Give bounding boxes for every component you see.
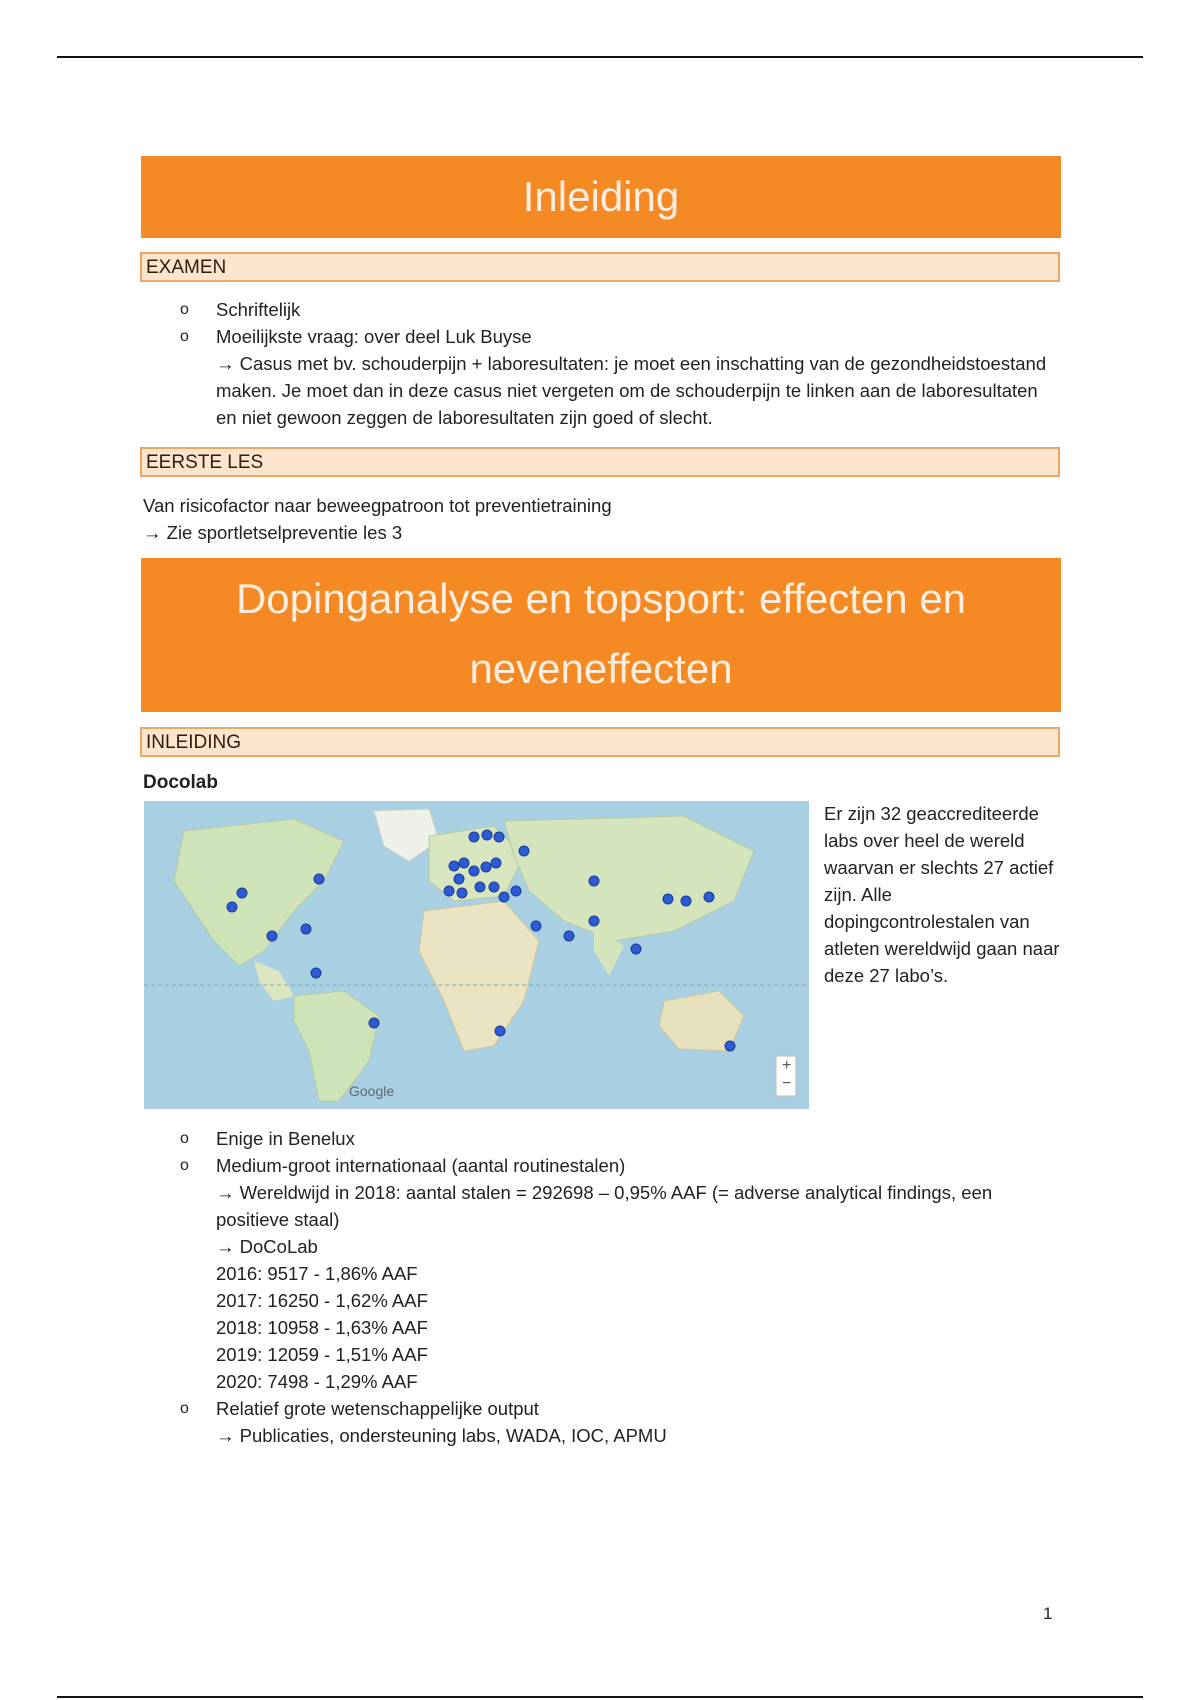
right-arrow-icon: → [216,353,235,374]
right-arrow-icon: → [216,1425,235,1446]
right-arrow-icon: → [216,1236,235,1257]
right-arrow-icon: → [216,1182,235,1203]
list-subtext: → DoCoLab [216,1236,318,1257]
docolab-side-text: Er zijn 32 geaccrediteerde labs over heel de wereld waarvan er slechts 27 actief zijn. Alle dopingcontrolestalen van atleten wereldwijd gaan naar deze 27 labo’s. [824,803,1060,986]
eerste-les-text: Van risicofactor naar beweegpatroon tot preventietraining → Zie sportletselpreventie les 3 [143,495,612,543]
circle-bullet-icon: o [180,1130,189,1147]
docolab-heading: Docolab [143,772,218,793]
list-item: o Moeilijkste vraag: over deel Luk Buyse → Casus met bv. schouderpijn + laboresultaten: je moet een inschatting van de gezondheidstoestand maken. Je moet dan in deze casus niet vergeten om de schouderpijn te linken aan de laboresultaten en niet gewoon zeggen de laboresultaten zijn goed of slecht. [180,323,1060,431]
right-arrow-icon: → [143,522,162,543]
section-examen: EXAMEN [140,252,1060,282]
circle-bullet-icon: o [180,1400,189,1417]
list-item: o Enige in Benelux [180,1125,1060,1152]
world-map [144,801,809,1109]
google-logo: Google [349,1083,395,1099]
stat-line: 2016: 9517 - 1,86% AAF [216,1263,418,1284]
list-item: o Schriftelijk [180,296,1060,323]
zoom-in-button[interactable]: + [782,1057,792,1074]
list-item: o Medium-groot internationaal (aantal routinestalen) → Wereldwijd in 2018: aantal stalen = 292698 – 0,95% AAF (= adverse analytical findings, een positieve staal) → DoCoLab 2016: 9517 - 1,86% AAF 2017: 16250 - 1,62% AAF 2018: 10958 - 1,63% AAF 2019: 12059 - 1,51% AAF 2020: 7498 - 1,29% AAF [180,1152,1060,1395]
circle-bullet-icon: o [180,1157,189,1174]
stat-line: 2018: 10958 - 1,63% AAF [216,1317,428,1338]
stat-line: 2019: 12059 - 1,51% AAF [216,1344,428,1365]
circle-bullet-icon: o [180,328,189,345]
section-inleiding: INLEIDING [140,727,1060,757]
world-map-graphic [144,801,809,1109]
banner-dopinganalyse: Dopinganalyse en topsport: effecten en neveneffecten [141,558,1061,712]
page-number: 1 [1043,1604,1053,1623]
docolab-list [180,1125,1060,1449]
circle-bullet-icon: o [180,301,189,318]
bottom-rule [57,1696,1143,1698]
stat-line: 2017: 16250 - 1,62% AAF [216,1290,428,1311]
examen-list [180,296,1060,431]
top-rule [57,56,1143,58]
banner-inleiding: Inleiding [141,156,1061,238]
list-subtext: → Casus met bv. schouderpijn + laboresultaten: je moet een inschatting van de gezondheidstoestand maken. Je moet dan in deze casus niet vergeten om de schouderpijn te linken aan de laboresultaten en niet gewoon zeggen de laboresultaten zijn goed of slecht. [216,353,1047,428]
zoom-out-button[interactable]: − [782,1075,792,1092]
stat-line: 2020: 7498 - 1,29% AAF [216,1371,418,1392]
section-eerste-les: EERSTE LES [140,447,1060,477]
list-subtext: → Wereldwijd in 2018: aantal stalen = 292698 – 0,95% AAF (= adverse analytical findings, een positieve staal) [216,1182,993,1230]
list-item: o Relatief grote wetenschappelijke output → Publicaties, ondersteuning labs, WADA, IOC, APMU [180,1395,1060,1449]
list-subtext: → Publicaties, ondersteuning labs, WADA, IOC, APMU [216,1425,667,1446]
